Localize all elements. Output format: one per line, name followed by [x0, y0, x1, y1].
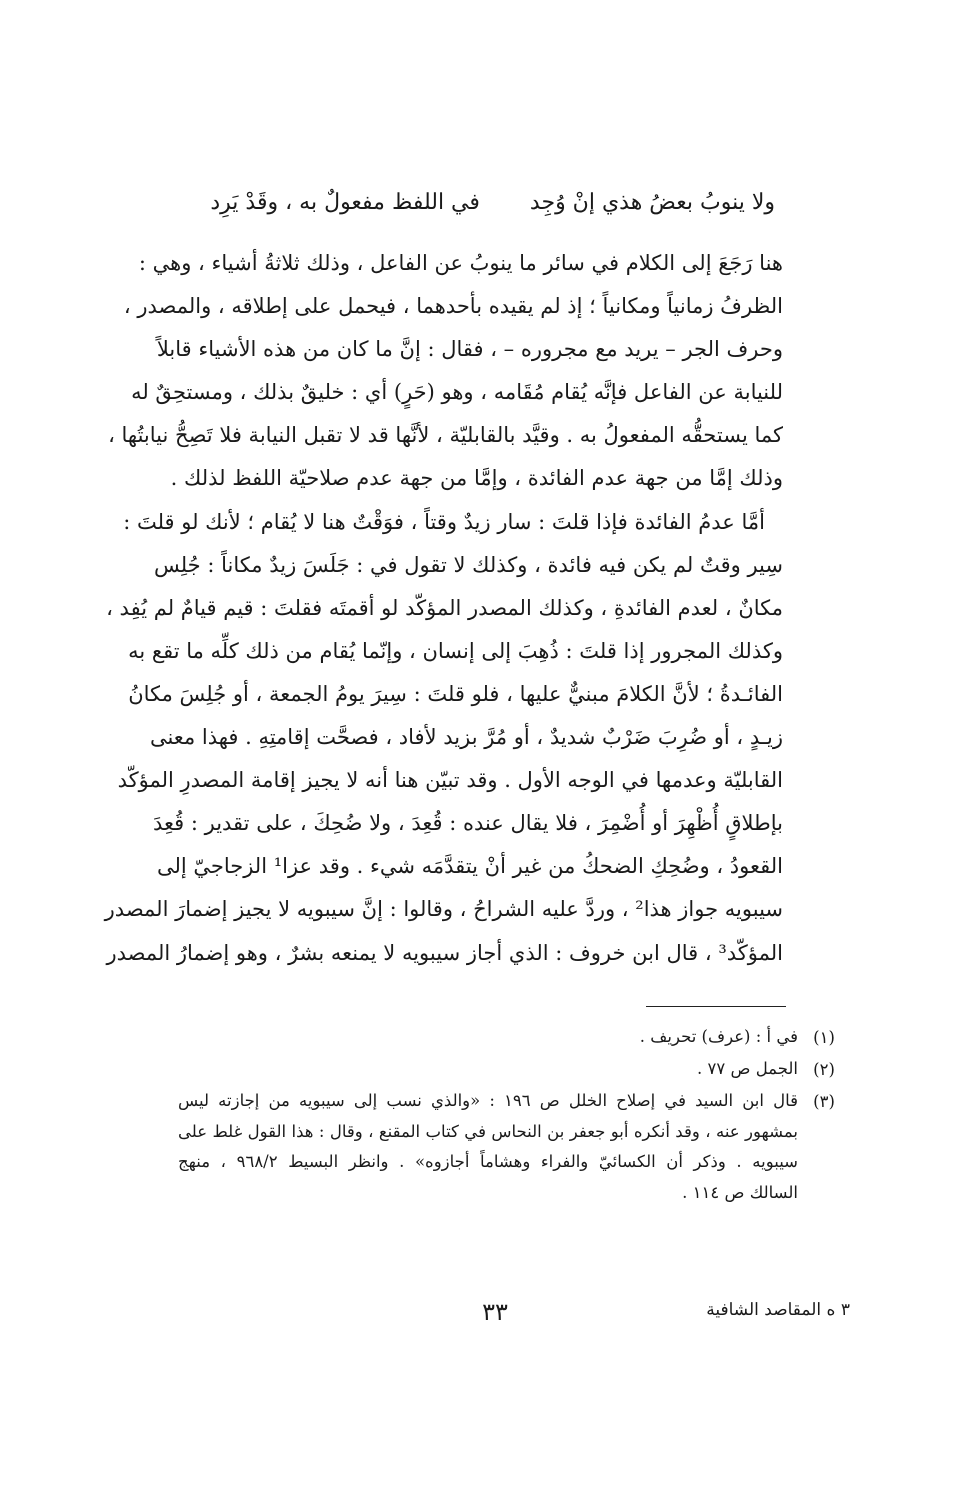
page-number: ٣٣ [482, 1298, 508, 1326]
body-line: القعودُ ، وضُحِكِ الضحكُ من غير أنْ يتقدَّمَه شيء . وقد عزا¹ الزجاجيّ إلى [156, 854, 783, 879]
poetry-verse [210, 188, 775, 218]
body-line: وذلك إمَّا من جهة عدم الفائدة ، وإمَّا من جهة عدم صلاحيّة اللفظ لذلك . [170, 466, 783, 491]
running-footer-title: ٣ ه المقاصد الشافية [706, 1300, 850, 1320]
verse-second-hemistich: في اللفظ مفعولٌ به ، وقَدْ يَرِد [210, 190, 480, 215]
footnote-line: الجمل ص ٧٧ . [697, 1059, 798, 1078]
footnote-1 [178, 1022, 850, 1054]
body-line: زيـدٍ ، أو ضُرِبَ ضَرْبٌ شديدٌ ، أو مُرَّ بزيد لأفاد ، فصحَّت إقامتِهِ . فهذا معنى [149, 725, 783, 750]
body-line: هنا رَجَعَ إلى الكلام في سائر ما ينوبُ عن الفاعل ، وذلك ثلاثةُ أشياء ، وهي : [138, 251, 783, 275]
body-line: وحرف الجر – يريد مع مجروره – ، فقال : إنَّ ما كان من هذه الأشياء قابلاً [156, 337, 783, 362]
footnote-2 [178, 1054, 850, 1086]
footnote-line: بمشهور عنه ، وقد أنكره أبو جعفر بن النحاس في كتاب المقنع ، وقال : هذا القول غلط على [178, 1121, 798, 1141]
body-line: المؤكّد³ ، قال ابن خروف : الذي أجاز سيبويه لا يمنعه بشرٌ ، وهو إضمارُ المصدر [106, 940, 783, 965]
footnote-line: قال ابن السيد في إصلاح الخلل ص ١٩٦ : «والذي نسب إلى سيبويه من إجازته ليس [178, 1091, 798, 1110]
footnote-number: (٣) [813, 1092, 835, 1111]
body-line: القابليّة وعدمها في الوجه الأول . وقد تبيّن هنا أنه لا يجيز إقامة المصدرِ المؤكّد [117, 768, 783, 793]
body-line: الظرفُ زمانياً ومكانياً ؛ إذ لم يقيده بأحدهما ، فيحمل على إطلاقه ، والمصدر ، [123, 294, 783, 319]
body-line: للنيابة عن الفاعل فإنَّه يُقام مُقَامه ، وهو (حَرٍ) أي : خليقٌ بذلك ، ومستحِقٌ له [131, 380, 783, 405]
footnote-line: سيبويه . وذكر أن الكسائيّ والفراء وهشاماً أجازوه» . وانظر البسيط ٩٦٨/٢ ، منهج [178, 1152, 799, 1171]
body-line: سِير وقتٌ لم يكن فيه فائدة ، وكذلك لا تقول في : جَلَسَ زيدٌ مكاناً : جُلِس [153, 552, 783, 577]
footnote-separator [646, 1006, 786, 1007]
footnotes [178, 1022, 850, 1208]
body-line: سيبويه جواز هذا² ، وردَّ عليه الشراحُ ، وقالوا : إنَّ سيبويه لا يجيز إضمارَ المصدر [104, 897, 783, 922]
body-line: وكذلك المجرور إذا قلتَ : ذُهِبَ إلى إنسان ، وإنّما يُقام من ذلك كلِّه ما تقع به [128, 638, 783, 663]
footnote-line: السالك ص ١١٤ . [682, 1182, 798, 1202]
footnote-number: (١) [813, 1028, 835, 1047]
body-line: أمَّا عدمُ الفائدة فإذا قلتَ : سار زيدٌ وقتاً ، فوَقْتٌ هنا لا يُقام ؛ لأنك لو قلتَ : [123, 509, 765, 534]
footnote-line: في أ : (عرف) تحريف . [639, 1027, 798, 1046]
body-text [104, 242, 783, 975]
body-line: مكانٌ ، لعدم الفائدةِ ، وكذلك المصدر المؤكّد لو أقمتَه فقلتَ : قيم قيامٌ لم يُفِد ، [106, 595, 783, 620]
body-line: بإطلاقٍ أُظْهِرَ أو أُضْمِرَ ، فلا يقال عنده : قُعِدَ ، ولا ضُحِكَ ، على تقدير : قُعِدَ [152, 811, 783, 836]
verse-first-hemistich: ولا ينوبُ بعضُ هذي إنْ وُجِد [529, 190, 775, 215]
body-line: الفائـدةُ ؛ لأنَّ الكلامَ مبنيٌّ عليها ، فلو قلتَ : سِيرَ يومُ الجمعة ، أو جُلِسَ مكانُ [128, 681, 783, 706]
footnote-3 [178, 1086, 850, 1208]
body-line: كما يستحقُّه المفعولُ به . وقيَّد بالقابليّة ، لأنَّها قد لا تقبل النيابة فلا تَصِحُّ نيابتُها ، [108, 423, 783, 448]
footnote-number: (٢) [813, 1060, 835, 1079]
